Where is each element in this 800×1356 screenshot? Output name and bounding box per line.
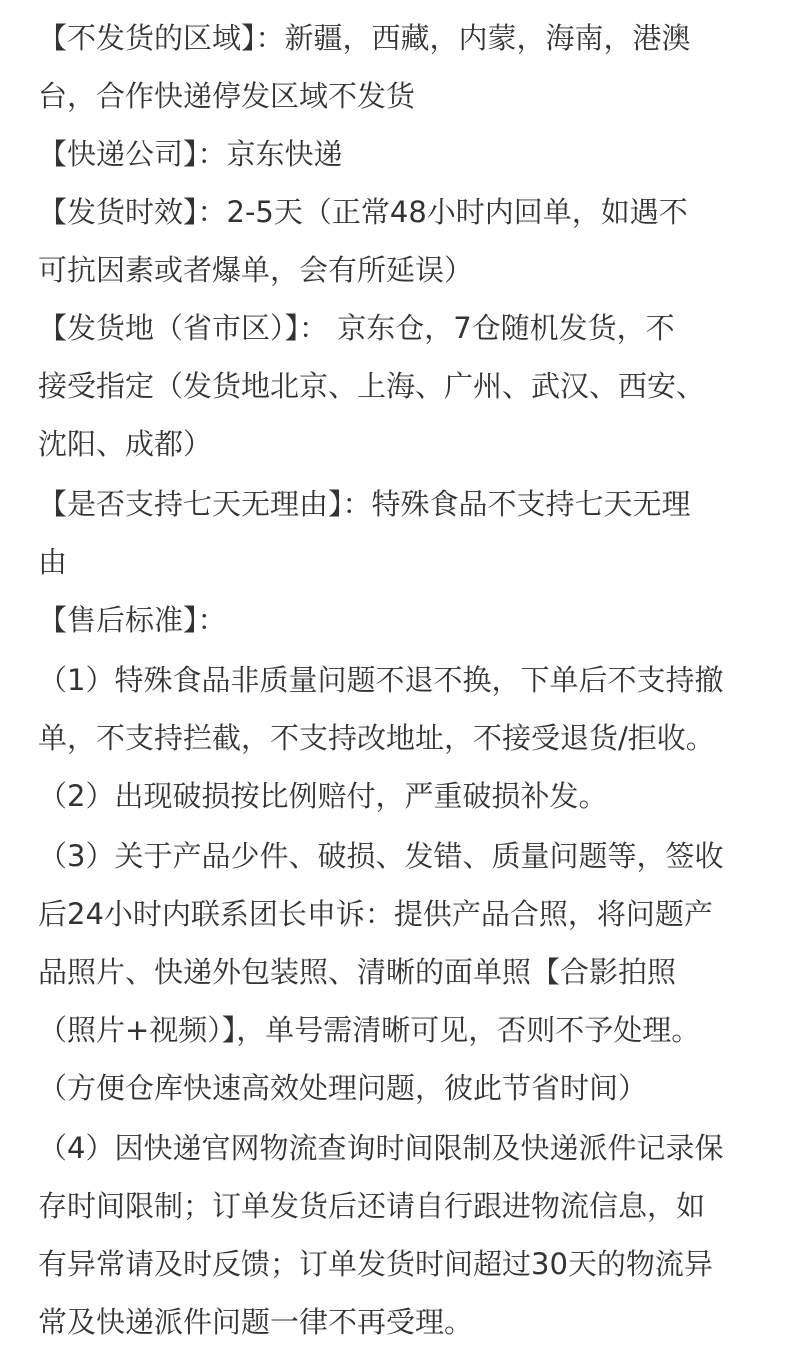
- text-line: 【是否支持七天无理由】：特殊食品不支持七天无理: [38, 487, 691, 521]
- text-line: 单，不支持拦截，不支持改地址，不接受退货/拒收。: [38, 721, 715, 755]
- text-line: （3）关于产品少件、破损、发错、质量问题等，签收: [38, 839, 724, 873]
- text-line: 接受指定（发货地北京、上海、广州、武汉、西安、: [38, 369, 706, 403]
- text-line: 品照片、快递外包装照、清晰的面单照【合影拍照: [38, 955, 677, 989]
- text-line: 【不发货的区域】：新疆，西藏，内蒙，海南，港澳: [38, 21, 691, 55]
- text-line: 【快递公司】：京东快递: [38, 137, 343, 171]
- text-line: （方便仓库快速高效处理问题，彼此节省时间）: [38, 1071, 648, 1105]
- text-line: （1）特殊食品非质量问题不退不换，下单后不支持撤: [38, 663, 724, 697]
- text-line: 由: [38, 545, 68, 579]
- text-line: （2）出现破损按比例赔付，严重破损补发。: [38, 779, 608, 813]
- text-line: 常及快递派件问题一律不再受理。: [38, 1305, 474, 1339]
- text-line: 沈阳、成都）: [38, 427, 213, 461]
- text-line: 【售后标准】：: [38, 603, 227, 637]
- text-line: 有异常请及时反馈；订单发货时间超过30天的物流异: [38, 1247, 713, 1281]
- text-line: （4）因快递官网物流查询时间限制及快递派件记录保: [38, 1131, 724, 1165]
- text-line: 台，合作快递停发区域不发货: [38, 79, 416, 113]
- text-line: 存时间限制；订单发货后还请自行跟进物流信息，如: [38, 1189, 706, 1223]
- text-line: 可抗因素或者爆单，会有所延误）: [38, 253, 474, 287]
- text-line: 后24小时内联系团长申诉：提供产品合照，将问题产: [38, 897, 713, 931]
- text-line: （照片+视频）】，单号需清晰可见，否则不予处理。: [38, 1013, 701, 1047]
- text-line: 【发货地（省市区）】： 京东仓，7仓随机发货，不: [38, 311, 675, 345]
- text-line: 【发货时效】：2-5天（正常48小时内回单，如遇不: [38, 195, 688, 229]
